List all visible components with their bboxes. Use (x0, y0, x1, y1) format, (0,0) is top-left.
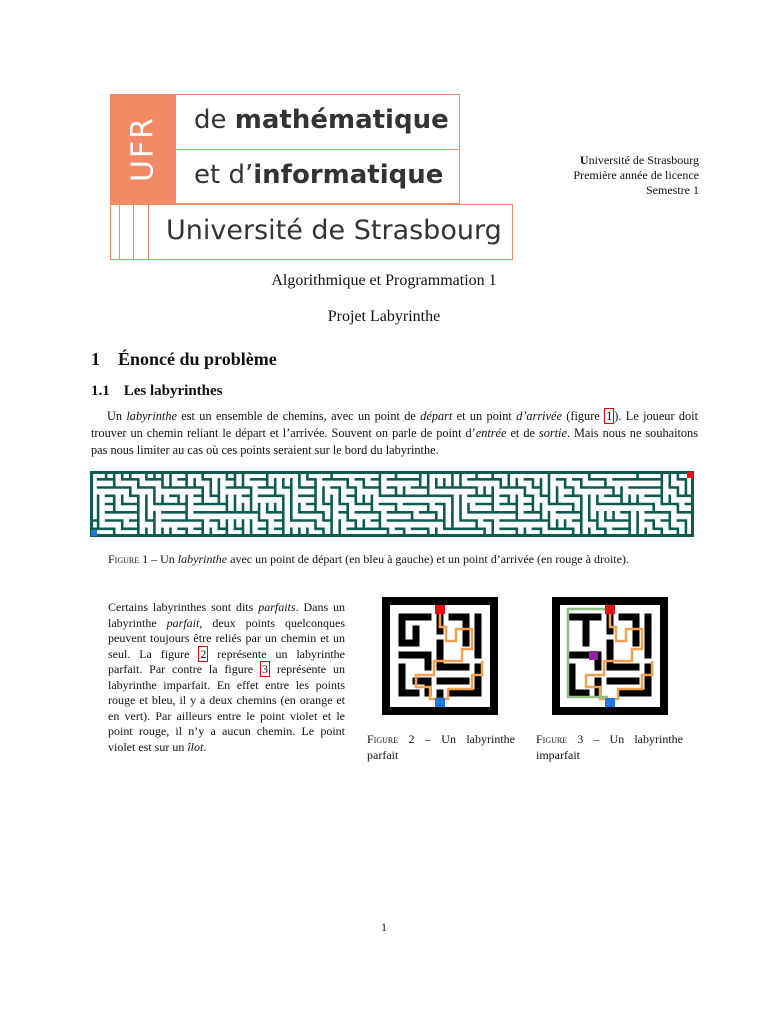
logo-line-info (175, 150, 460, 204)
maze-3-start-point (605, 698, 615, 707)
academic-year: Première année de licence (573, 168, 699, 182)
logo-mathematique: mathématique (234, 105, 449, 135)
logo-de: de (194, 105, 235, 135)
university-name: niversité de Strasbourg (588, 153, 699, 167)
logo-line-university (110, 204, 513, 260)
figure-3-link[interactable]: 3 (261, 662, 268, 676)
figure-2-maze (382, 597, 498, 715)
subsection-number: 1.1 (91, 383, 110, 399)
logo-ufr-text: UFR (125, 115, 160, 183)
course-title: Algorithmique et Programmation 1 (271, 272, 497, 289)
subsection-heading (91, 383, 223, 400)
section-number: 1 (91, 349, 100, 369)
figure-1-maze (90, 471, 694, 537)
maze-2-start-point (435, 698, 445, 707)
university-initial: U (579, 153, 589, 167)
maze-3-violet-point (589, 651, 598, 660)
maze-3-end-point (605, 605, 615, 614)
figure-3-maze (552, 597, 668, 715)
logo-line-math (175, 94, 460, 150)
figure-1-caption: Figure 1 – Un labyrinthe avec un point de départ (en bleu à gauche) et un point d’arrivée (en rouge à droite). (108, 552, 629, 566)
logo-university-name: Université de Strasbourg (166, 215, 502, 246)
maze-end-point (687, 472, 693, 478)
section-heading (91, 349, 277, 370)
perfect-maze-paragraph: Certains labyrinthes sont dits parfaits. Dans un labyrinthe parfait, deux points quelconques peuvent toujours être reliés par un chemin et un seul. La figure 2 représente un labyrinthe parfait. Par contre la figure 3 représente un labyrinthe imparfait. En effet entre les points rouge et bleu, il y a deux chemins (en orange et en vert). Par ailleurs entre le point violet et le point rouge, il n’y a aucun chemin. Le point violet est sur un îlot. (108, 600, 346, 754)
page-number: 1 (381, 920, 387, 934)
university-info (573, 153, 699, 198)
semester: Semestre 1 (646, 183, 699, 197)
figure-1-link[interactable]: 1 (606, 409, 613, 423)
intro-paragraph: Un labyrinthe est un ensemble de chemins, avec un point de départ et un point d’arrivée (figure 1 ). Le joueur doit trouver un chemin reliant le départ et l’arrivée. Souvent on parle de point d’entrée et de sortie. Mais nous ne souhaitons pas nous limiter au cas où ces points seraient sur le bord du labyrinthe. (91, 409, 699, 457)
logo-informatique: informatique (253, 160, 444, 190)
project-title: Projet Labyrinthe (327, 308, 441, 325)
figure-3-caption: Figure 3 – Un labyrinthe imparfait (536, 732, 683, 762)
figure-2-link[interactable]: 2 (200, 646, 207, 661)
logo-ufr-block (110, 94, 175, 204)
section-title: Énoncé du problème (118, 349, 277, 369)
maze-start-point (91, 530, 97, 536)
logo-et: et d’ (194, 160, 254, 190)
subsection-title: Les labyrinthes (123, 383, 223, 399)
figure-2-caption: Figure 2 – Un labyrinthe parfait (367, 732, 515, 762)
maze-2-end-point (435, 605, 445, 614)
